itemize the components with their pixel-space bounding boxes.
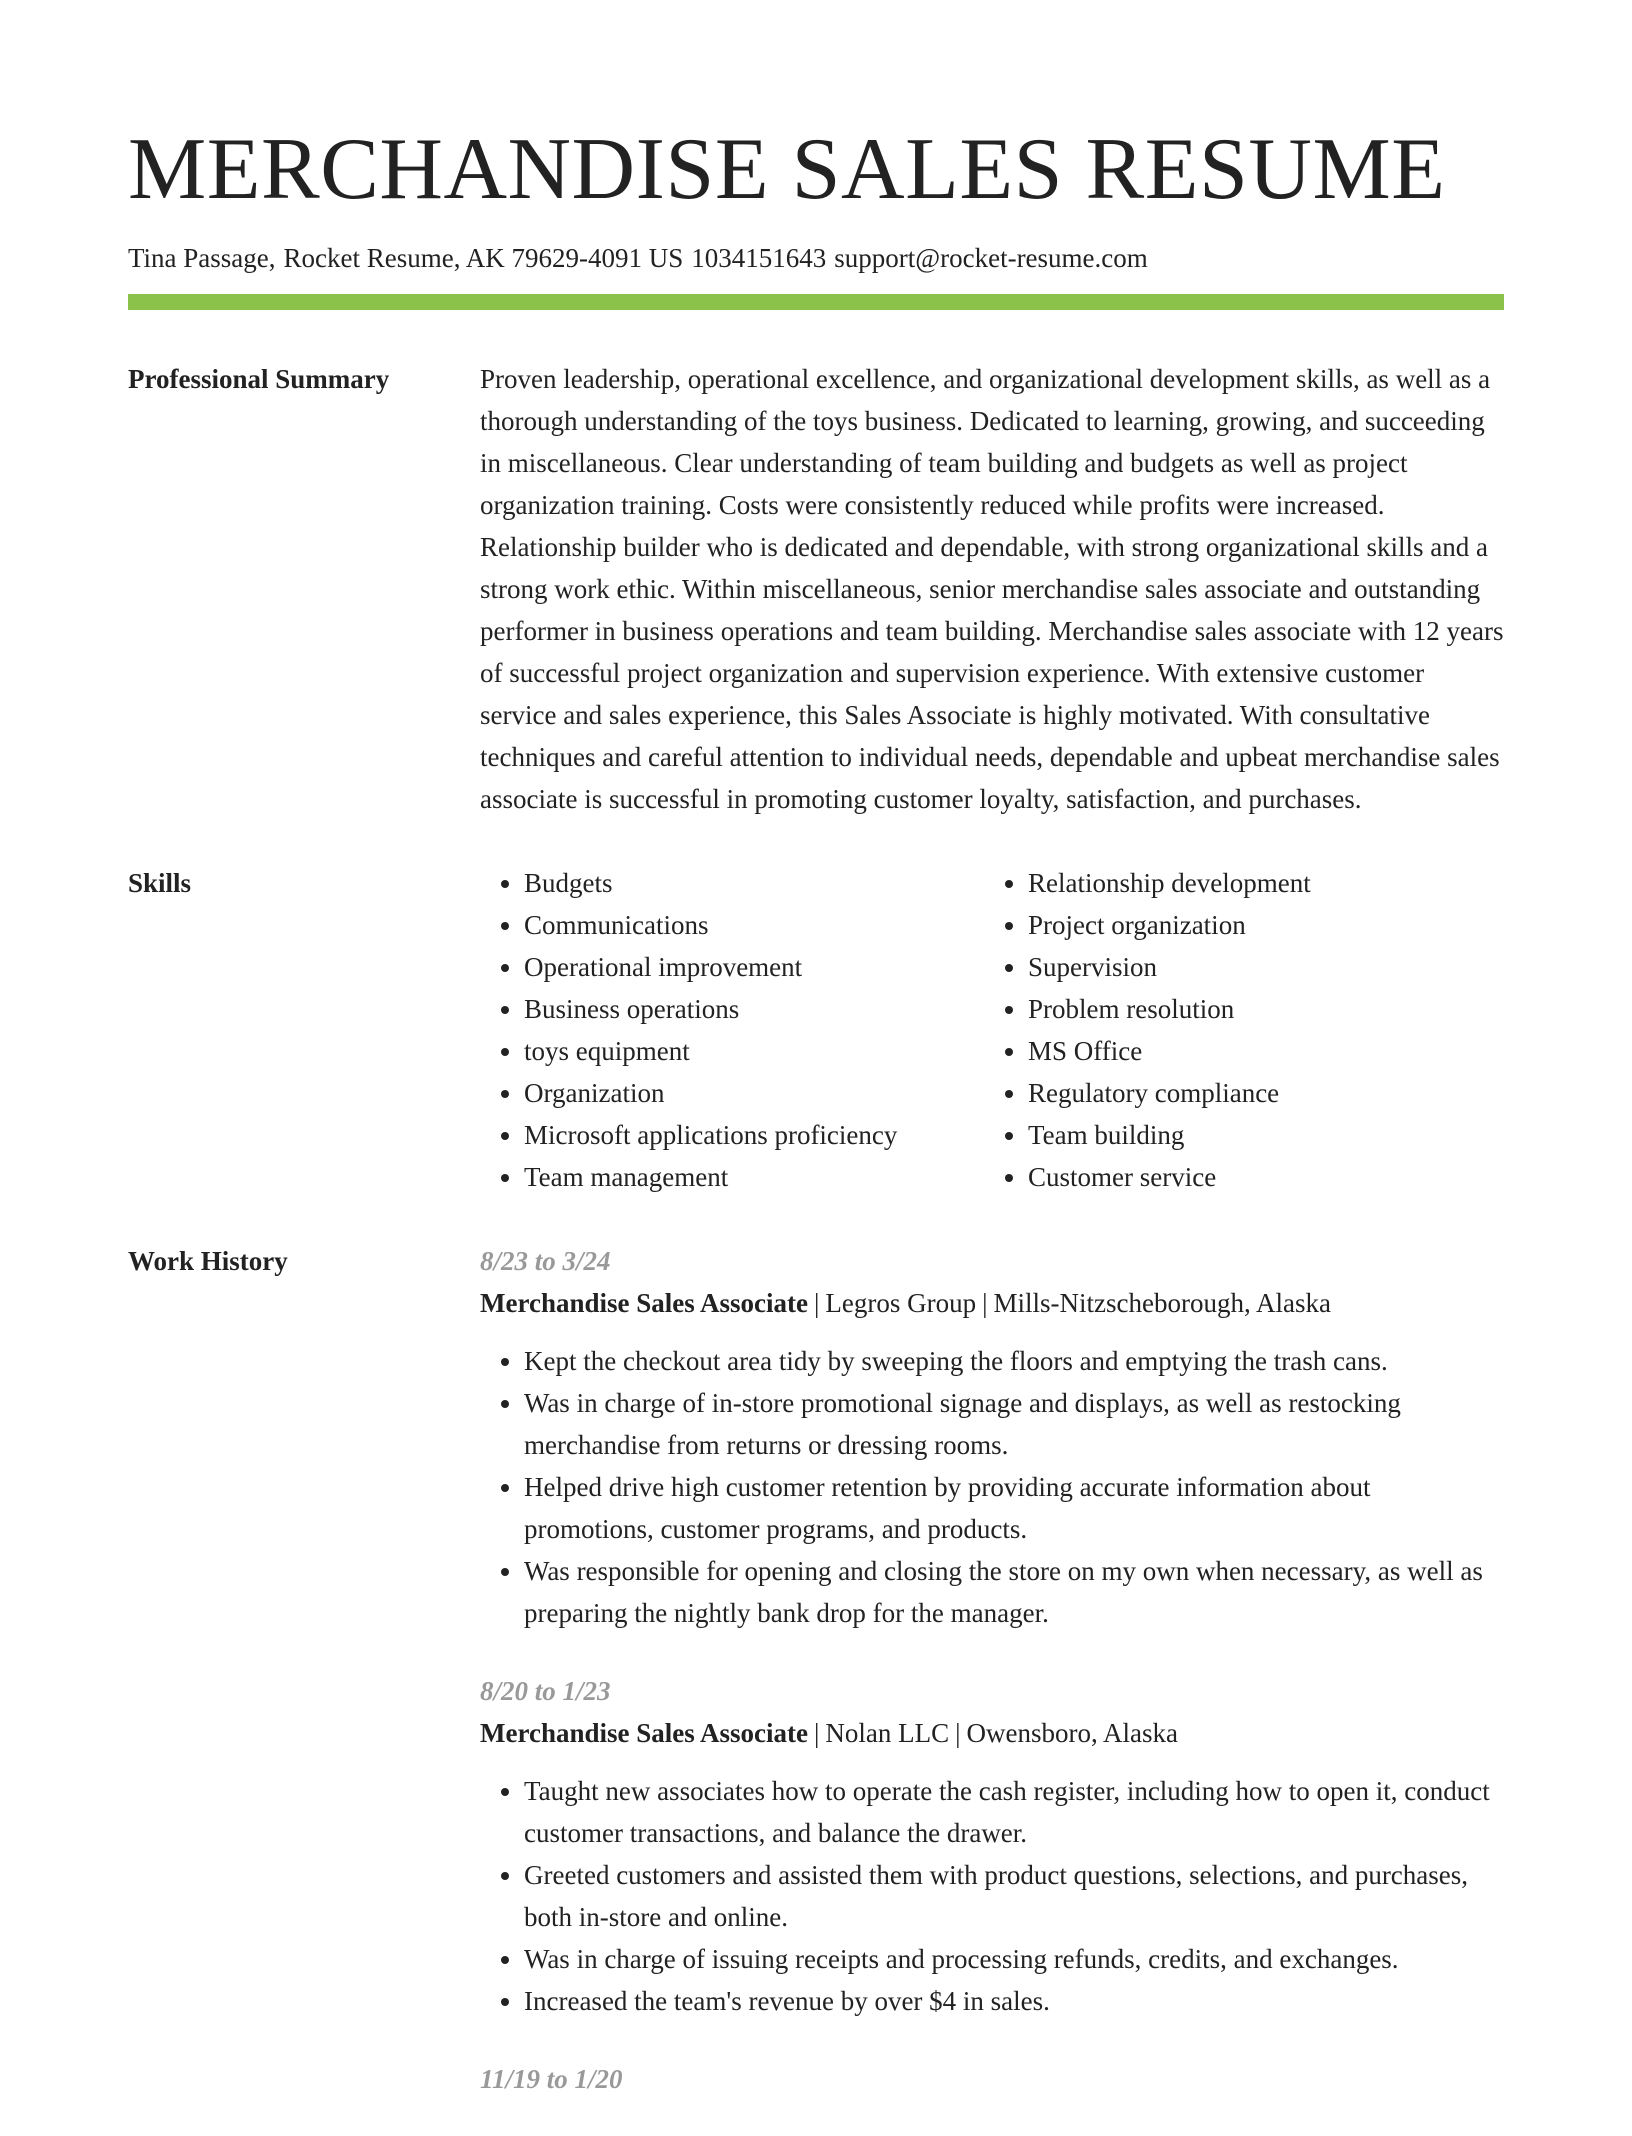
job-entry [480,2058,1504,2100]
work-history-section [128,1240,1504,2136]
job-bullet: • Was in charge of in-store promotional signage and displays, as well as restocking merchandise from returns or dressing rooms. [524,1382,1504,1466]
job-dates: 8/20 to 1/23 [480,1676,611,1706]
job-company: Legros Group [825,1288,977,1318]
job-entry [480,1240,1504,1634]
skill-item: • Communications [524,904,984,946]
skill-item: • MS Office [1028,1030,1488,1072]
skill-item: • Operational improvement [524,946,984,988]
skill-item: • Team management [524,1156,984,1198]
skill-item: • toys equipment [524,1030,984,1072]
skills-body [480,862,1504,1198]
skills-right-column [984,862,1488,1198]
job-title: Merchandise Sales Associate [480,1718,808,1748]
skill-item: • Budgets [524,862,984,904]
skills-grid [480,862,1504,1198]
skills-label: Skills [128,868,192,898]
job-bullet: • Helped drive high customer retention by providing accurate information about promotions, customer programs, and products. [524,1466,1504,1550]
job-title: Merchandise Sales Associate [480,1288,808,1318]
accent-divider [128,294,1504,310]
job-location: Mills-Nitzscheborough, Alaska [993,1288,1331,1318]
job-bullet: • Was responsible for opening and closing the store on my own when necessary, as well as preparing the nightly bank drop for the manager. [524,1550,1504,1634]
job-dates: 11/19 to 1/20 [480,2064,623,2094]
skill-item: • Organization [524,1072,984,1114]
skill-item: • Problem resolution [1028,988,1488,1030]
summary-text: Proven leadership, operational excellence, and organizational development skills, as well as a thorough understanding of the toys business. Dedicated to learning, growing, and succeeding in miscellaneous. Clear understanding of team building and budgets as well as project organization training. Costs were consistently reduced while profits were increased. Relationship builder who is dedicated and dependable, with strong organizational skills and a strong work ethic. Within miscellaneous, senior merchandise sales associate and outstanding performer in business operations and team building. Merchandise sales associate with 12 years of successful project organization and supervision experience. With extensive customer service and sales experience, this Sales Associate is highly motivated. With consultative techniques and careful attention to individual needs, dependable and upbeat merchandise sales associate is successful in promoting customer loyalty, satisfaction, and purchases. [480,364,1504,814]
contact-name: Tina Passage, [128,243,276,273]
contact-address: Rocket Resume, AK 79629-4091 US [283,243,684,273]
job-dates: 8/23 to 3/24 [480,1246,611,1276]
skill-item: • Regulatory compliance [1028,1072,1488,1114]
job-bullet: • Kept the checkout area tidy by sweeping the floors and emptying the trash cans. [524,1340,1504,1382]
work-history-body [480,1240,1504,2136]
job-bullet: • Was in charge of issuing receipts and processing refunds, credits, and exchanges. [524,1938,1504,1980]
summary-section [128,358,1504,820]
resume-title: MERCHANDISE SALES RESUME [128,121,1446,218]
resume-page [128,0,1504,2136]
summary-body [480,358,1504,820]
job-heading [480,1712,1504,1754]
job-separator: | [982,1288,988,1318]
job-separator: | [813,1288,820,1318]
job-bullet: • Increased the team's revenue by over $4 in sales. [524,1980,1504,2022]
summary-label: Professional Summary [128,364,390,394]
job-separator: | [813,1718,820,1748]
skill-item: • Relationship development [1028,862,1488,904]
skill-item: • Project organization [1028,904,1488,946]
job-bullet: • Greeted customers and assisted them with product questions, selections, and purchases, both in-store and online. [524,1854,1504,1938]
skill-item: • Microsoft applications proficiency [524,1114,984,1156]
skill-item: • Customer service [1028,1156,1488,1198]
job-heading [480,1282,1504,1324]
skill-item: • Supervision [1028,946,1488,988]
job-location: Owensboro, Alaska [966,1718,1178,1748]
job-separator: | [955,1718,961,1748]
contact-phone: 1034151643 [691,243,827,273]
work-history-label: Work History [128,1246,288,1276]
contact-email: support@rocket-resume.com [834,243,1148,273]
job-company: Nolan LLC [825,1718,950,1748]
job-bullets [480,1340,1504,1634]
job-bullet: • Taught new associates how to operate the cash register, including how to open it, conduct customer transactions, and balance the drawer. [524,1770,1504,1854]
skill-item: • Business operations [524,988,984,1030]
skills-section [128,862,1504,1198]
skill-item: • Team building [1028,1114,1488,1156]
skills-left-column [480,862,984,1198]
job-bullets [480,1770,1504,2022]
contact-line [128,242,1504,274]
job-entry [480,1670,1504,2022]
